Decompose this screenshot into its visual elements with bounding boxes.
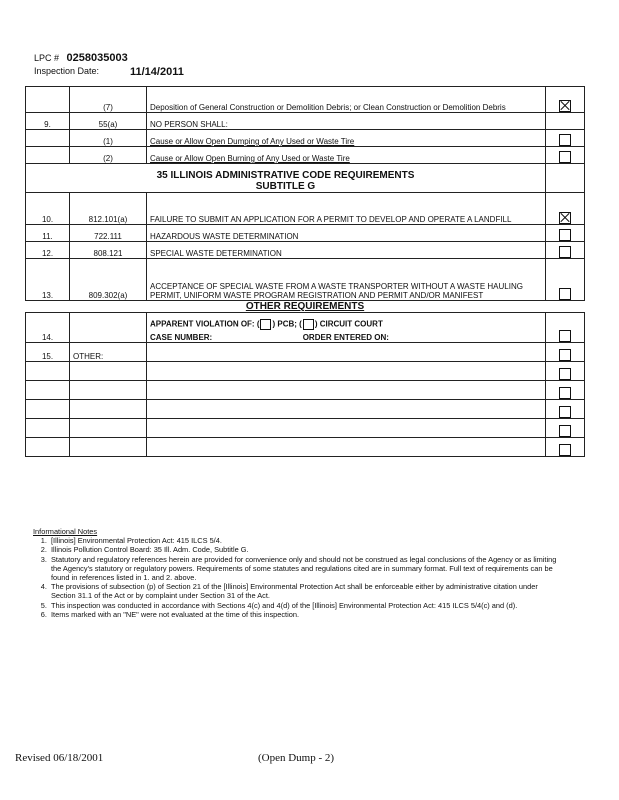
note-item: 4. The provisions of subsection (p) of Section 21 of the [Illinois] Environmental Protection Act shall be enforceable either by administrative citation under Section 31.1 of the Act or by complaint under Section 31 of the Act. xyxy=(49,582,558,600)
apparent-violation-label: APPARENT VIOLATION OF: xyxy=(150,319,255,329)
checkbox[interactable] xyxy=(559,288,571,300)
row-reference: 808.121 xyxy=(70,242,147,259)
note-item: 6. Items marked with an "NE" were not evaluated at the time of this inspection. xyxy=(49,610,558,619)
row-description: SPECIAL WASTE DETERMINATION xyxy=(147,242,546,259)
table-row xyxy=(26,259,585,301)
inspection-date-value: 11/14/2011 xyxy=(130,66,184,78)
blank-row xyxy=(26,400,585,419)
row-description: Cause or Allow Open Burning of Any Used or Waste Tire xyxy=(147,147,546,164)
row-reference: (7) xyxy=(70,87,147,113)
row-reference: 809.302(a) xyxy=(70,259,147,301)
notes-title: Informational Notes xyxy=(33,527,98,536)
checkbox[interactable] xyxy=(559,229,571,241)
blank-row xyxy=(26,438,585,457)
note-item: 2. Illinois Pollution Control Board: 35 Ill. Adm. Code, Subtitle G. xyxy=(49,545,558,554)
table-row xyxy=(26,343,585,362)
table-row xyxy=(26,225,585,242)
row-number: 9. xyxy=(26,113,70,130)
checkbox[interactable] xyxy=(559,212,571,224)
row-description: ACCEPTANCE OF SPECIAL WASTE FROM A WASTE TRANSPORTER WITHOUT A WASTE HAULING PERMIT, UNIFORM WASTE PROGRAM REGISTRATION AND PERMIT AND/OR MANIFEST xyxy=(147,259,546,301)
row-number: 10. xyxy=(26,193,70,225)
row-description: Cause or Allow Open Dumping of Any Used or Waste Tire xyxy=(147,130,546,147)
checkbox[interactable] xyxy=(559,425,571,437)
row-description: FAILURE TO SUBMIT AN APPLICATION FOR A PERMIT TO DEVELOP AND OPERATE A LANDFILL xyxy=(147,193,546,225)
row-reference: (1) xyxy=(70,130,147,147)
checkbox[interactable] xyxy=(559,387,571,399)
informational-notes xyxy=(33,527,558,619)
row-description: NO PERSON SHALL: xyxy=(147,113,546,130)
table-row xyxy=(26,87,585,113)
checkbox[interactable] xyxy=(559,330,571,342)
checklist-table xyxy=(25,86,585,457)
section-subtitle: SUBTITLE G xyxy=(255,181,316,192)
pcb-checkbox[interactable] xyxy=(260,319,271,330)
section-title: 35 ILLINOIS ADMINISTRATIVE CODE REQUIREMENTS xyxy=(156,170,415,181)
lpc-label: LPC # xyxy=(34,53,60,63)
row-number: 12. xyxy=(26,242,70,259)
table-row xyxy=(26,113,585,130)
table-row xyxy=(26,130,585,147)
table-row xyxy=(26,193,585,225)
checkbox[interactable] xyxy=(559,406,571,418)
note-item: 5. This inspection was conducted in accordance with Sections 4(c) and 4(d) of the [Illinois] Environmental Protection Act: 415 ILCS 5/4(c) and (d). xyxy=(49,601,558,610)
checkbox[interactable] xyxy=(559,368,571,380)
section-header-row xyxy=(26,164,585,193)
table-row xyxy=(26,242,585,259)
row-number: 15. xyxy=(26,343,70,362)
lpc-value: 0258035003 xyxy=(66,52,128,64)
row-number xyxy=(26,87,70,113)
other-label: OTHER: xyxy=(70,343,147,362)
row-number xyxy=(26,130,70,147)
pcb-label: PCB; xyxy=(277,319,297,329)
circuit-court-checkbox[interactable] xyxy=(303,319,314,330)
blank-row xyxy=(26,381,585,400)
order-entered-label: ORDER ENTERED ON: xyxy=(302,333,389,342)
row-number: 11. xyxy=(26,225,70,242)
revision-date: Revised 06/18/2001 xyxy=(15,752,104,764)
checkbox[interactable] xyxy=(559,100,571,112)
checkbox[interactable] xyxy=(559,246,571,258)
row-number: 13. xyxy=(26,259,70,301)
notes-list xyxy=(33,536,558,619)
circuit-court-label: CIRCUIT COURT xyxy=(319,319,383,329)
note-item: 1. [Illinois] Environmental Protection Act: 415 ILCS 5/4. xyxy=(49,536,558,545)
lpc-number xyxy=(34,52,128,64)
checkbox[interactable] xyxy=(559,349,571,361)
checkbox[interactable] xyxy=(559,444,571,456)
inspection-date-label: Inspection Date: xyxy=(34,66,100,76)
page-label: (Open Dump - 2) xyxy=(258,752,335,764)
row-reference: 722.111 xyxy=(70,225,147,242)
row-number: 14. xyxy=(26,313,70,343)
other-requirements-title: OTHER REQUIREMENTS xyxy=(245,301,365,312)
row-reference: (2) xyxy=(70,147,147,164)
row-reference: 55(a) xyxy=(70,113,147,130)
checkbox[interactable] xyxy=(559,151,571,163)
row-number xyxy=(26,147,70,164)
other-header-row xyxy=(26,301,585,313)
checkbox[interactable] xyxy=(559,134,571,146)
blank-row xyxy=(26,419,585,438)
row-description: HAZARDOUS WASTE DETERMINATION xyxy=(147,225,546,242)
row-reference: 812.101(a) xyxy=(70,193,147,225)
row-description: Deposition of General Construction or Demolition Debris; or Clean Construction or Demolition Debris xyxy=(147,87,546,113)
case-number-label: CASE NUMBER: xyxy=(150,333,213,342)
table-row: 14. APPARENT VIOLATION OF: ( ) PCB; ( ) CIRCUIT COURT CASE NUMBER: ORDER ENTERED ON: xyxy=(26,313,585,343)
blank-row xyxy=(26,362,585,381)
table-row xyxy=(26,147,585,164)
note-item: 3. Statutory and regulatory references herein are provided for convenience only and should not be construed as legal conclusions of the Agency or as limiting the Agency's statutory or regulatory powers. Requirements of some statutes and regulations cited are in summary format. Full text of requirements can be found in references listed in 1. and 2. above. xyxy=(49,555,558,583)
